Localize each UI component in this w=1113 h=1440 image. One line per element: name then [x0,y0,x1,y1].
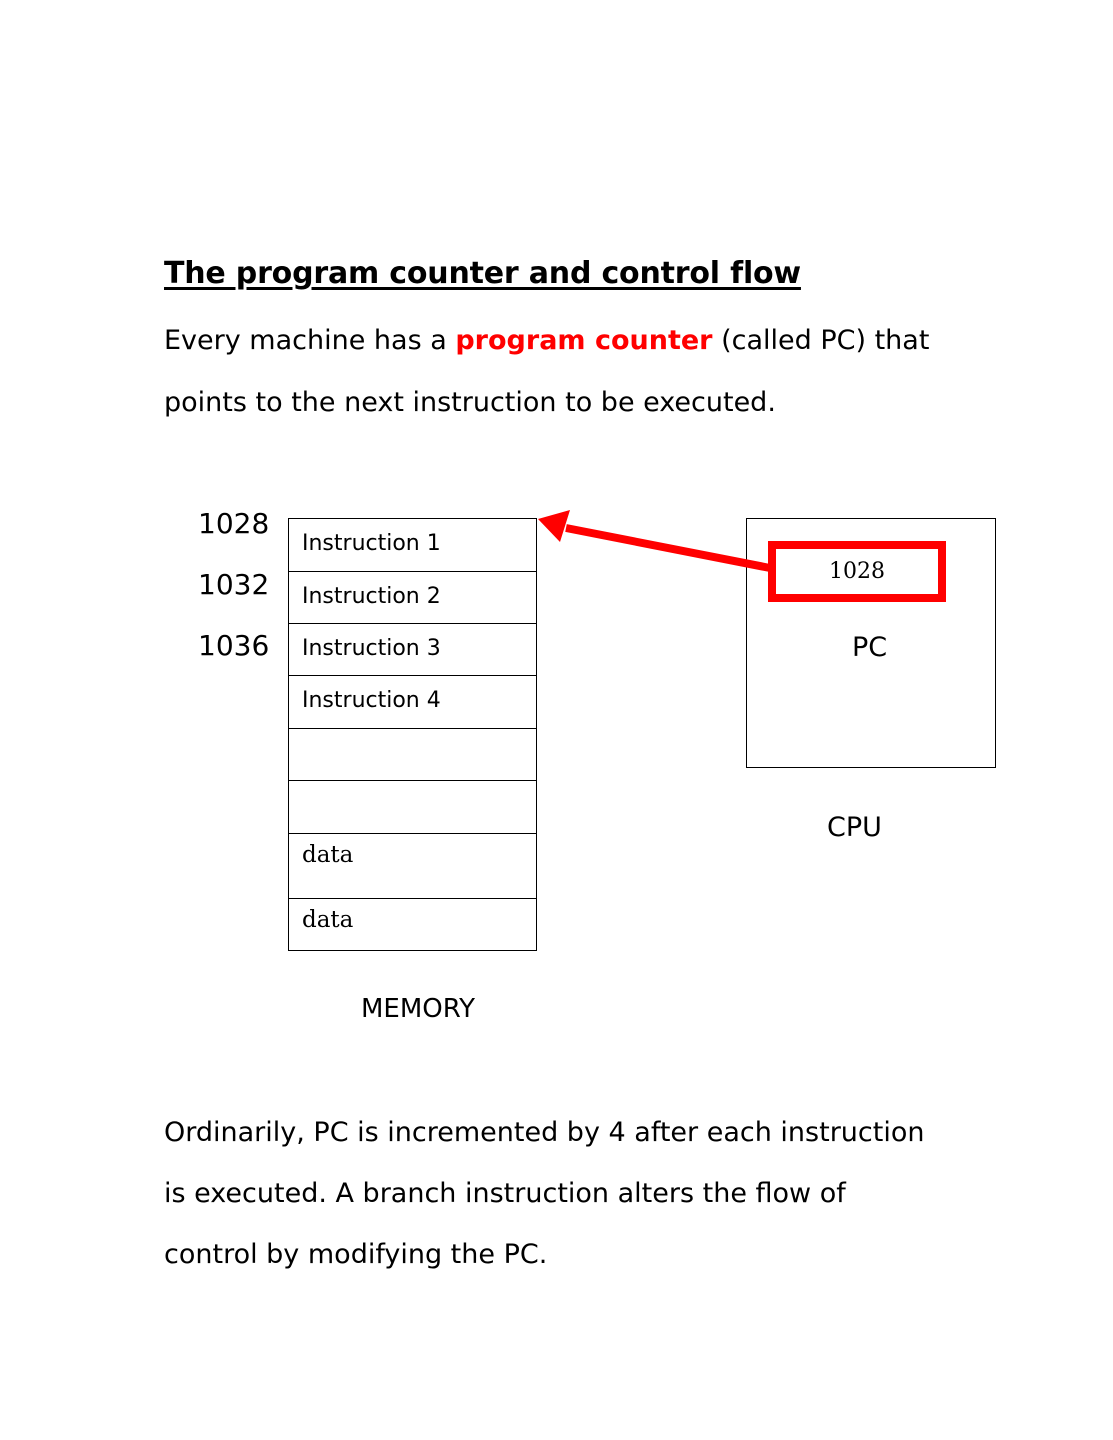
pc-label: PC [852,632,888,663]
pc-register: 1028 [768,541,946,602]
intro-text-after: (called PC) that [712,325,930,356]
intro-line-2: points to the next instruction to be executed. [164,387,776,418]
address-label-1036: 1036 [198,629,270,662]
memory-cell-text: Instruction 3 [302,636,441,661]
arrow-head-icon [538,510,570,542]
memory-cell-text: data [302,842,354,868]
outro-line-2: is executed. A branch instruction alters the flow of [164,1178,846,1209]
outro-line-1: Ordinarily, PC is incremented by 4 after each instruction [164,1117,925,1148]
memory-cell-text: Instruction 2 [302,584,441,609]
address-label-1032: 1032 [198,568,270,601]
cpu-label: CPU [827,812,882,843]
page-title: The program counter and control flow [164,256,801,291]
intro-text-before: Every machine has a [164,325,456,356]
program-counter-highlight: program counter [455,325,713,356]
outro-line-3: control by modifying the PC. [164,1239,548,1270]
memory-cell-text: data [302,907,354,933]
memory-cell-text: Instruction 1 [302,531,441,556]
address-label-1028: 1028 [198,507,270,540]
arrow-shaft [566,528,770,568]
memory-cell-text: Instruction 4 [302,688,441,713]
memory-label: MEMORY [361,994,476,1024]
